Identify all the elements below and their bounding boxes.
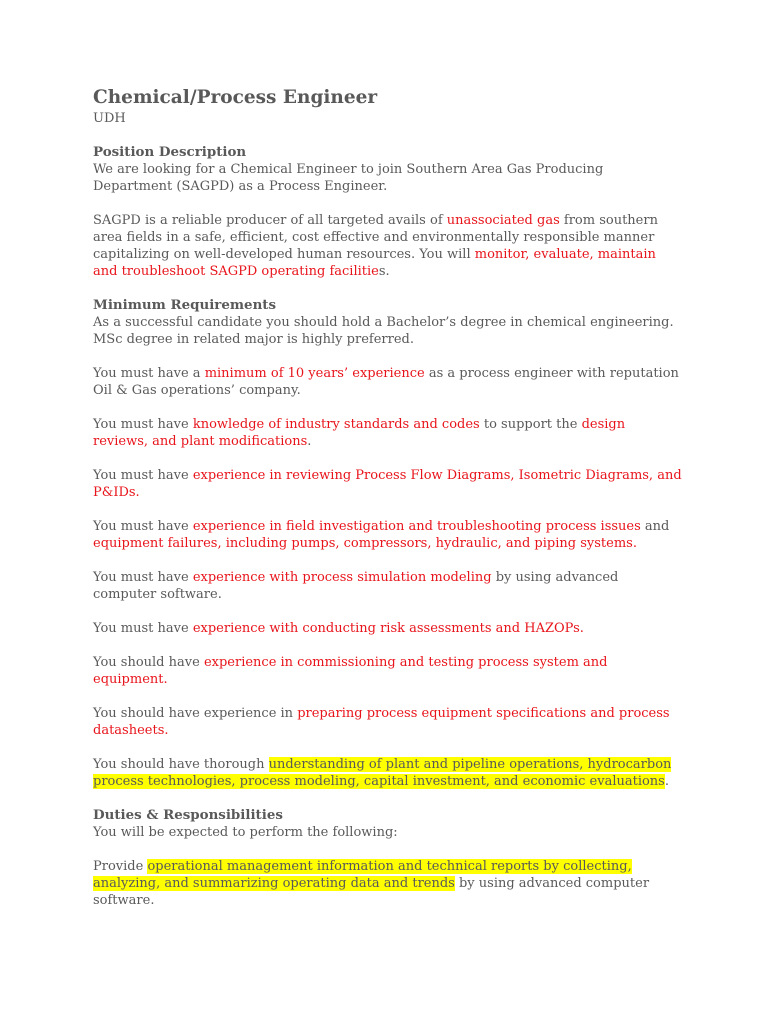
requirement-9 [93,756,683,790]
req8-emphasis: preparing process equipment specifications and process datasheets. [93,706,670,738]
requirement-8 [93,705,683,739]
req7-text-1: You should have [93,655,204,670]
requirement-5 [93,569,683,603]
req1-text-1: You must have a [93,366,205,381]
job-title: Chemical/Process Engineer [93,87,378,108]
duty1-highlight: operational management information and technical reports by collecting, analyzing, and summarizing operating data and trends [93,859,632,891]
req4-text-2: and [640,519,670,534]
req5-text-1: You must have [93,570,193,585]
sagpd-text-3: s. [378,264,390,279]
req9-text-1: You should have thorough [93,757,269,772]
req6-emphasis: experience with conducting risk assessments and HAZOPs. [192,621,584,636]
position-description-heading: Position Description [93,144,247,160]
duty1-text-1: Provide [93,859,148,874]
requirement-4 [93,518,683,552]
req1-text-2: as a process engineer with reputation Oil & Gas operations’ company. [93,366,679,398]
duty-1 [93,858,683,909]
duties-heading: Duties & Responsibilities [93,807,283,823]
sagpd-emphasis-gas: unassociated gas [446,213,560,228]
req4-emphasis-2: equipment failures, including pumps, compressors, hydraulic, and piping systems. [93,536,637,551]
requirement-3 [93,467,683,501]
duties-intro: You will be expected to perform the following: [93,825,398,840]
req5-emphasis: experience with process simulation modeling [192,570,492,585]
req4-text-1: You must have [93,519,193,534]
minimum-requirements-heading: Minimum Requirements [93,297,277,313]
req9-highlight: understanding of plant and pipeline operations, hydrocarbon process technologies, process modeling, capital investment, and economic evaluations [93,757,672,789]
min-intro-paragraph: As a successful candidate you should hold a Bachelor’s degree in chemical engineering. MSc degree in related major is highly preferred. [93,315,674,347]
sagpd-text-2: from southern area fields in a safe, efficient, cost effective and environmentally responsible manner capitalizing on well-developed human resources. You will [93,213,658,262]
req8-text-1: You should have experience in [93,706,298,721]
sagpd-emphasis-duties: monitor, evaluate, maintain and troubleshoot SAGPD operating facilitie [93,247,656,279]
requirement-1 [93,365,683,399]
req3-emphasis: experience in reviewing Process Flow Diagrams, Isometric Diagrams, and P&IDs. [93,468,682,500]
duty1-text-2: by using advanced computer software. [93,876,650,908]
req7-emphasis: experience in commissioning and testing process system and equipment. [93,655,608,687]
document-page [93,86,683,909]
sagpd-text-1: SAGPD is a reliable producer of all targeted avails of [93,213,447,228]
requirement-2 [93,416,683,450]
req5-text-2: by using advanced computer software. [93,570,619,602]
intro-text: We are looking for a Chemical Engineer to join Southern Area Gas Producing Department (SAGPD) as a Process Engineer. [93,162,604,194]
req1-emphasis: minimum of 10 years’ experience [204,366,425,381]
req3-text-1: You must have [93,468,193,483]
req6-text-1: You must have [93,621,193,636]
req9-text-2: . [664,774,669,789]
requirement-7 [93,654,683,688]
req2-emphasis-2: design reviews, and plant modifications [93,417,626,449]
req2-text-2: to support the [479,417,582,432]
req4-emphasis-1: experience in field investigation and troubleshooting process issues [192,519,641,534]
req2-text-1: You must have [93,417,193,432]
sagpd-paragraph [93,212,683,280]
intro-paragraph [93,161,683,195]
req2-emphasis-1: knowledge of industry standards and codes [192,417,480,432]
requirement-6 [93,620,683,637]
company-name: UDH [93,111,126,126]
req2-text-3: . [307,434,312,449]
